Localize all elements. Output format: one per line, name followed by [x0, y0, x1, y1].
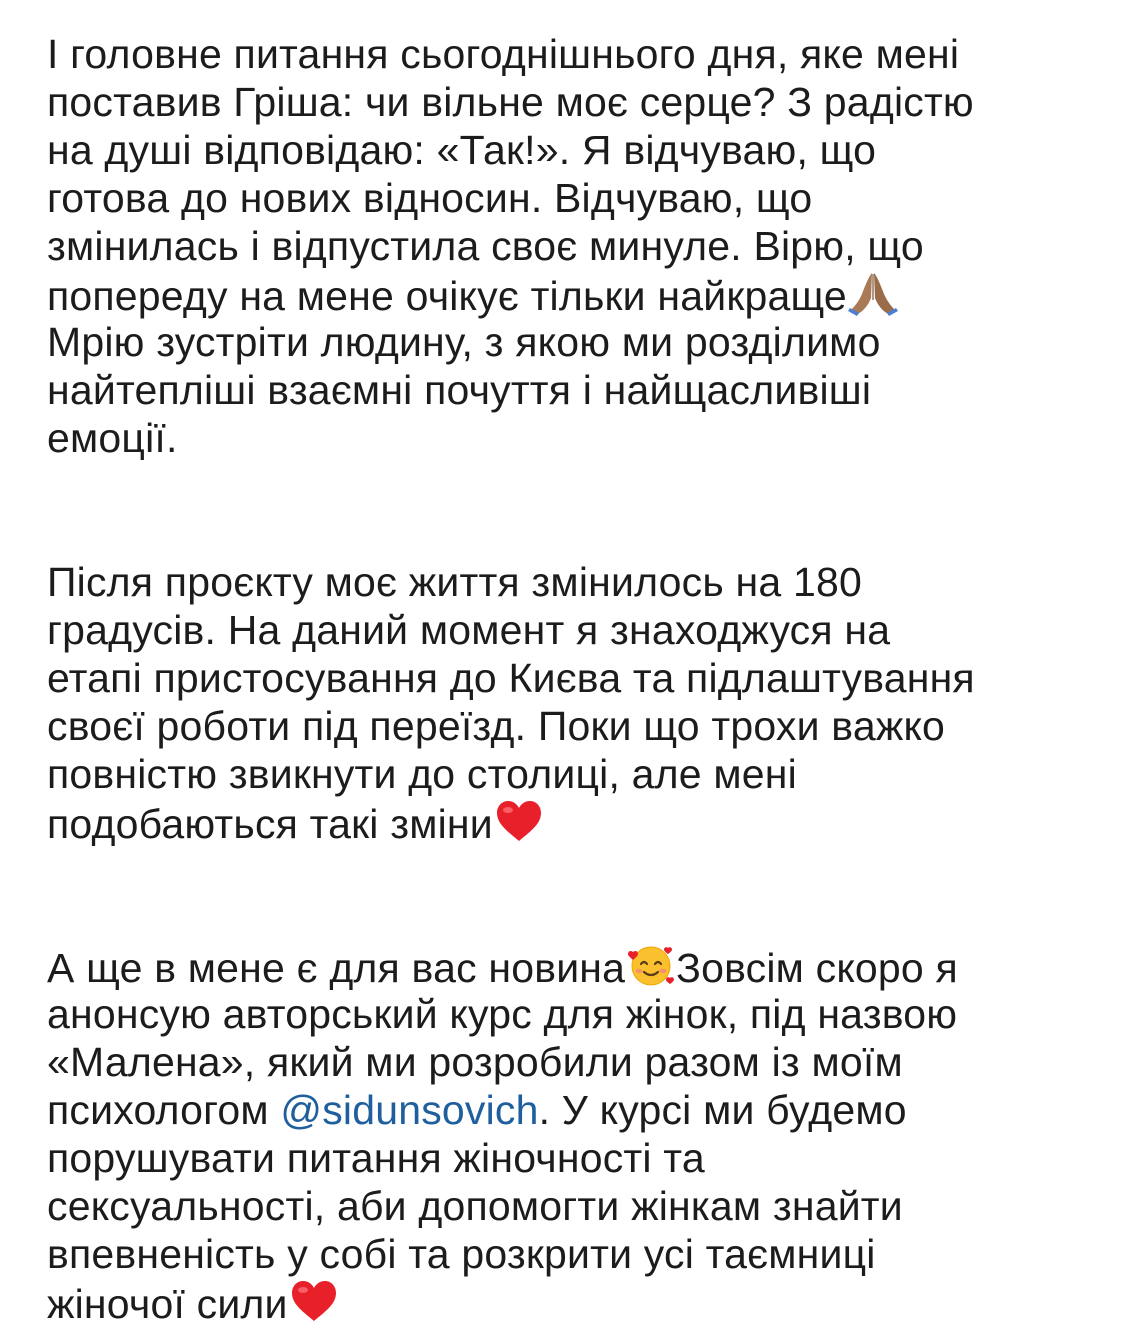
text-line: [47, 1086, 1097, 1134]
text-line: Після проєкту моє життя змінилось на 180: [47, 559, 862, 605]
red-heart-icon: [494, 798, 544, 844]
paragraph-1: [47, 30, 1097, 462]
text-segment: Зовсім скоро я: [676, 945, 958, 991]
text-line: [47, 798, 1097, 846]
text-line: І головне питання сьогоднішнього дня, яке мені: [47, 31, 960, 77]
text-line: готова до нових відносин. Відчуваю, що: [47, 175, 813, 221]
text-line: емоції.: [47, 415, 178, 461]
text-line: своєї роботи під переїзд. Поки що трохи важко: [47, 703, 946, 749]
text-segment: попереду на мене очікує тільки найкраще: [47, 273, 847, 319]
text-line: змінилась і відпустила своє минуле. Вірю, що: [47, 223, 924, 269]
text-line: сексуальності, аби допомогти жінкам знайти: [47, 1183, 903, 1229]
text-line: порушувати питання жіночності та: [47, 1135, 705, 1181]
text-segment: жіночої сили: [47, 1281, 288, 1327]
text-line: анонсую авторський курс для жінок, під назвою: [47, 991, 958, 1037]
text-line: на душі відповідаю: «Так!». Я відчуваю, що: [47, 127, 877, 173]
text-line: впевненість у собі та розкрити усі таємниці: [47, 1231, 876, 1277]
mention-link[interactable]: @sidunsovich: [280, 1087, 539, 1133]
smiling-face-with-hearts-icon: [626, 942, 676, 988]
text-segment: . У курсі ми будемо: [538, 1087, 907, 1133]
text-line: повністю звикнути до столиці, але мені: [47, 751, 797, 797]
text-line: етапі пристосування до Києва та підлаштування: [47, 655, 975, 701]
text-line: градусів. На даний момент я знаходжуся на: [47, 607, 891, 653]
paragraph-2: [47, 558, 1097, 846]
text-segment: подобаються такі зміни: [47, 801, 493, 847]
text-line: [47, 942, 1097, 990]
text-line: найтепліші взаємні почуття і найщасливіші: [47, 367, 872, 413]
post-text: [47, 30, 1097, 1326]
red-heart-icon: [289, 1278, 339, 1324]
paragraph-3: [47, 942, 1097, 1326]
text-segment: психологом: [47, 1087, 281, 1133]
text-line: Мрію зустріти людину, з якою ми розділимо: [47, 319, 881, 365]
folded-hands-icon: [848, 270, 898, 316]
text-line: «Малена», який ми розробили разом із моїм: [47, 1039, 903, 1085]
text-line: поставив Гріша: чи вільне моє серце? З радістю: [47, 79, 974, 125]
text-line: [47, 270, 1097, 318]
text-line: [47, 1278, 1097, 1326]
text-segment: А ще в мене є для вас новина: [47, 945, 626, 991]
